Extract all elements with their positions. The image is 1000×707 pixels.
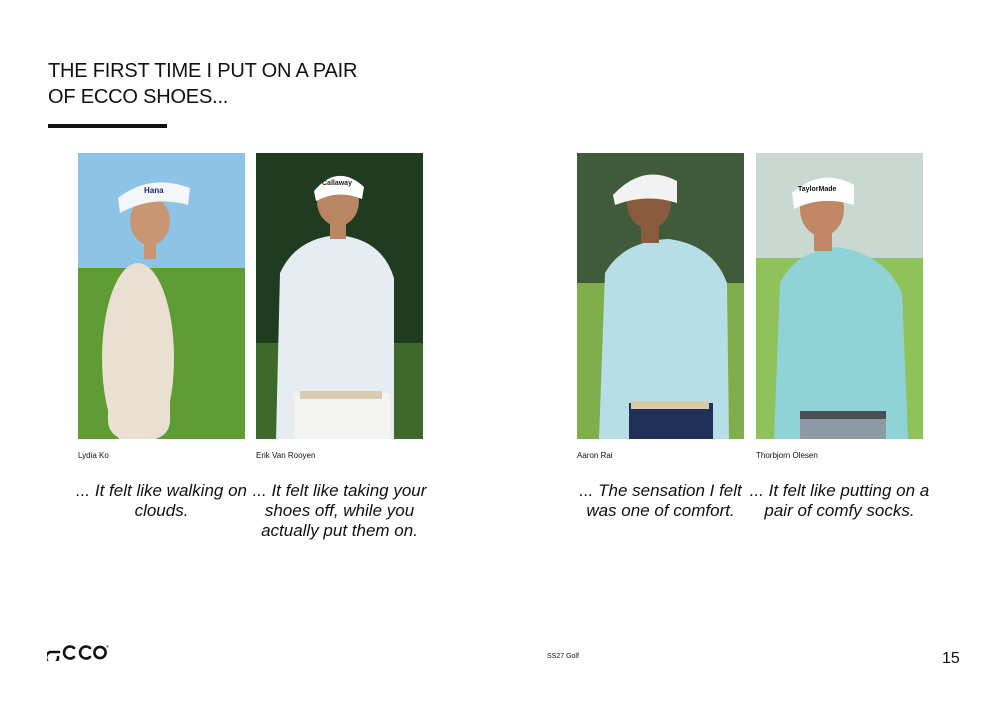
title-line-2: OF ECCO SHOES... [48,86,229,108]
player-card-erik-van-rooyen [252,153,427,540]
photo-illustration [577,153,744,439]
cap-logo-text: Hana [144,186,164,195]
svg-text:®: ® [106,644,109,649]
photo-illustration [256,153,423,439]
player-card-thorbjorn-olesen [749,153,930,520]
photo-illustration [78,153,245,439]
player-photo [756,153,923,439]
player-name: Erik Van Rooyen [256,451,316,460]
ecco-logo [47,643,109,661]
page-title [48,58,448,110]
footer-collection-code: SS27 Golf [547,653,579,660]
player-name: Thorbjorn Olesen [756,451,818,460]
photo-illustration [756,153,923,439]
player-photo [78,153,245,439]
player-photo [256,153,423,439]
page-number: 15 [942,650,960,667]
player-quote: ... It felt like taking your shoes off, while you actually put them on. [252,481,427,540]
title-underline [48,124,167,128]
player-name: Lydia Ko [78,451,109,460]
player-name: Aaron Rai [577,451,613,460]
cap-logo-text: Callaway [322,180,352,187]
player-card-aaron-rai [577,153,744,520]
title-line-1: THE FIRST TIME I PUT ON A PAIR [48,60,358,82]
player-quote: ... It felt like walking on clouds. [75,481,248,520]
cap-logo-text: TaylorMade [798,186,837,193]
player-photo [577,153,744,439]
player-quote: ... It felt like putting on a pair of comfy socks. [749,481,930,520]
player-quote: ... The sensation I felt was one of comfort. [579,481,742,520]
player-card-lydia-ko [75,153,248,520]
